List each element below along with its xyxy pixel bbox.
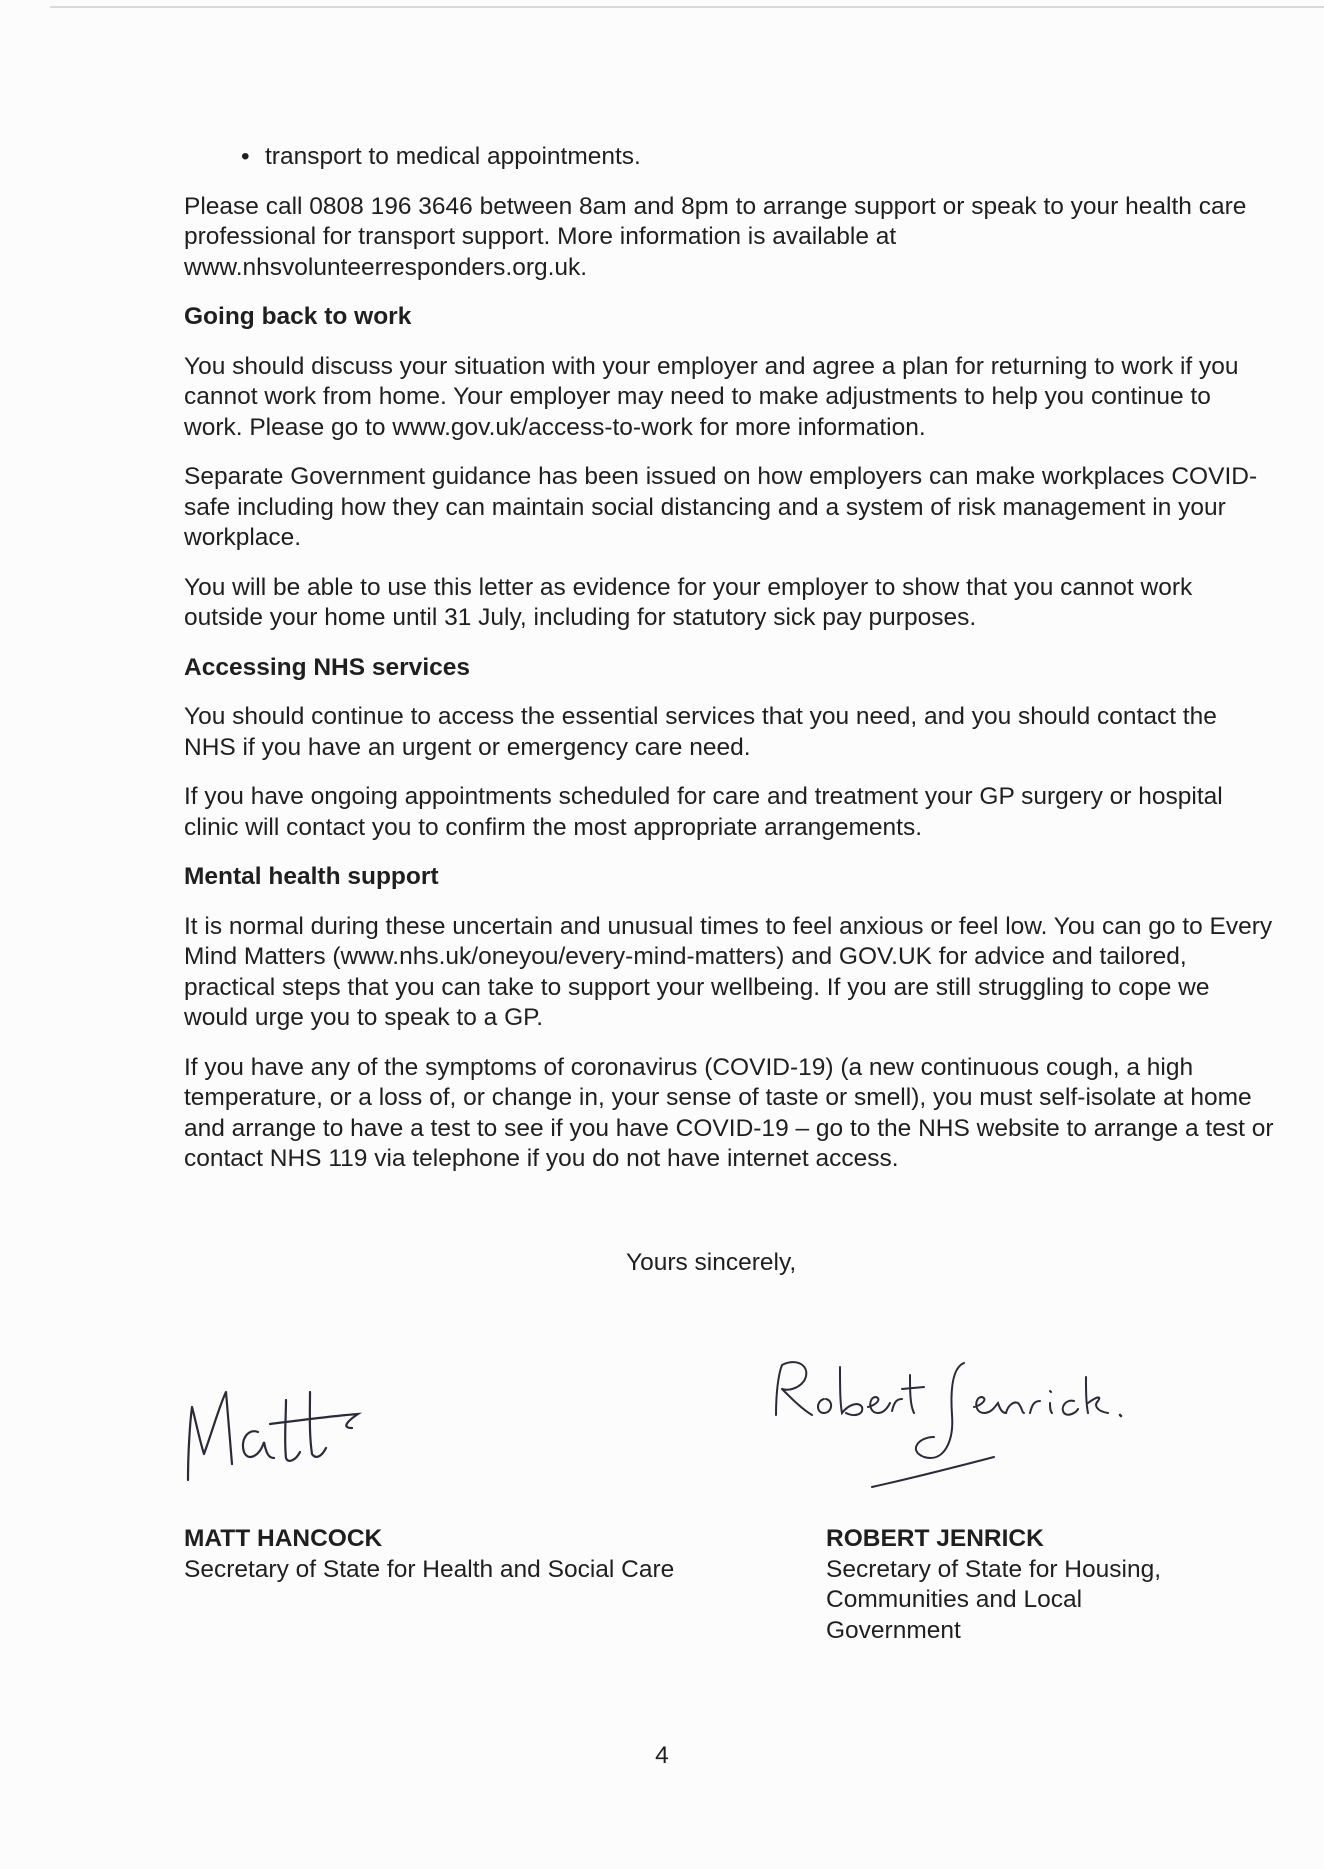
signatory-name: MATT HANCOCK — [184, 1525, 383, 1552]
signatory-role-line-3: Government — [826, 1616, 961, 1644]
heading-mental-health-support: Mental health support — [184, 863, 439, 890]
paragraph-work-3: You will be able to use this letter as evidence for your employer to show that you cannot work outside your home until 31 July, including for statutory sick pay purposes. — [184, 573, 1193, 631]
signatory-role: Secretary of State for Health and Social Care — [184, 1555, 675, 1583]
paragraph-nhs-1: You should continue to access the essential services that you need, and you should contact the NHS if you have an urgent or emergency care need. — [184, 703, 1217, 761]
bullet-dot-icon: • — [241, 143, 250, 170]
paragraph-work-2: Separate Government guidance has been issued on how employers can make workplaces COVID-safe including how they can maintain social distancing and a system of risk management in your workplace. — [184, 463, 1258, 551]
page-number: 4 — [655, 1742, 669, 1769]
bullet-text: transport to medical appointments. — [265, 143, 641, 170]
signatory-role-line-2: Communities and Local — [826, 1586, 1083, 1613]
paragraph-mental-1: It is normal during these uncertain and unusual times to feel anxious or feel low. You can go to Every Mind Matters (www.nhs.uk/oneyou/every-mind-matters) and GOV.UK for advice and tailored, practical steps that you can take to support your wellbeing. If you are still struggling to cope we would urge you to speak to a GP. — [184, 912, 1273, 1031]
closing-salutation: Yours sincerely, — [626, 1249, 797, 1276]
letter-body — [184, 142, 1274, 1194]
paragraph-nhs-2: If you have ongoing appointments scheduled for care and treatment your GP surgery or hospital clinic will contact you to confirm the most appropriate arrangements. — [184, 783, 1223, 841]
page-top-edge — [50, 6, 1324, 8]
signatory-robert-jenrick — [826, 1524, 1246, 1646]
bullet-list-item — [184, 142, 1274, 173]
paragraph-call: Please call 0808 196 3646 between 8am and 8pm to arrange support or speak to your health care professional for transport support. More information is available at www.nhsvolunteerresponders.org.uk. — [184, 192, 1247, 281]
signatory-role-line-1: Secretary of State for Housing, — [826, 1555, 1161, 1583]
paragraph-mental-2: If you have any of the symptoms of coronavirus (COVID-19) (a new continuous cough, a high temperature, or a loss of, or change in, your sense of taste or smell), you must self-isolate at home and arrange to have a test to see if you have COVID-19 – go to the NHS website to arrange a test or contact NHS 119 via telephone if you do not have internet access. — [184, 1053, 1274, 1172]
signature-matt-hancock — [182, 1362, 412, 1492]
signature-robert-jenrick — [768, 1345, 1158, 1495]
heading-accessing-nhs-services: Accessing NHS services — [184, 653, 470, 681]
paragraph-work-1: You should discuss your situation with your employer and agree a plan for returning to work if you cannot work from home. Your employer may need to make adjustments to help you continue to work. Please go to www.gov.uk/access-to-work for more information. — [184, 352, 1239, 441]
signatory-matt-hancock — [184, 1524, 744, 1585]
signatory-name: ROBERT JENRICK — [826, 1525, 1044, 1552]
heading-going-back-to-work: Going back to work — [184, 303, 412, 330]
